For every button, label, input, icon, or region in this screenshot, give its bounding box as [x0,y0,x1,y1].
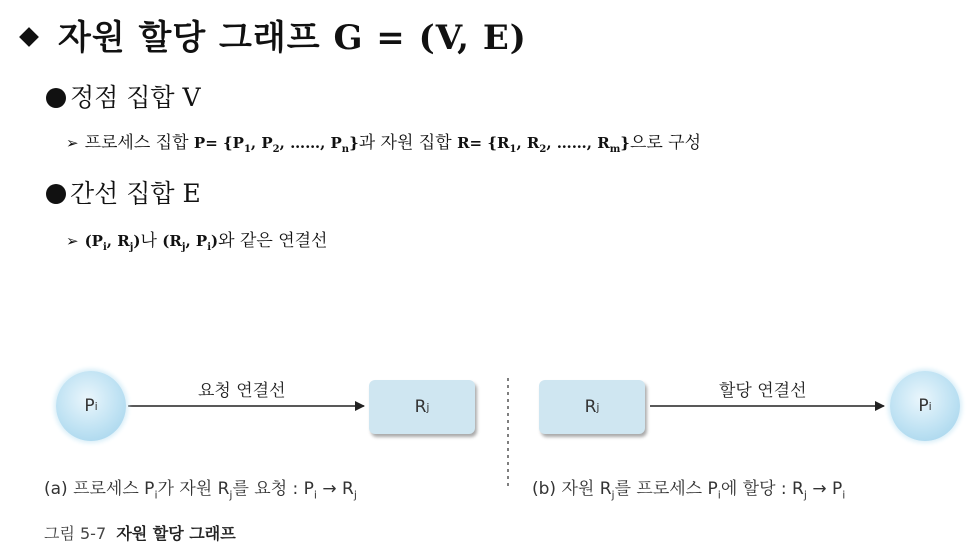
edge-heading-text: 간선 집합 [70,179,175,208]
figure-title: 자원 할당 그래프 [116,524,236,543]
assignment-edge-label: 할당 연결선 [719,381,807,401]
vertex-desc-post: 으로 구성 [629,133,702,153]
process-node-b: P i [890,371,960,441]
resource-node-b: R j [539,380,645,434]
edge-pair-1: ($P_i$, $R_j$) [84,232,141,253]
title-text: 자원 할당 그래프 [58,18,321,58]
vertex-heading-var: V [182,83,201,112]
process-node-a: P i [56,371,126,441]
vertex-desc-mid: 과 자원 집합 [358,133,452,153]
resource-set: $R= \{R_1$, $R_2$, ……, $R_m$} [457,134,630,155]
arrowhead-bullet-icon: ➢ [66,232,79,250]
edge-desc-post: 와 같은 연결선 [218,231,328,251]
edge-pair-2: ($R_j$, $P_i$) [162,232,219,253]
vertex-desc-pre: 프로세스 집합 [84,133,189,153]
arrowhead-bullet-icon: ➢ [66,134,79,152]
figure-number: 그림 5-7 [44,524,107,543]
process-set: $P= \{P_1$, $P_2$, ……, $P_n$} [193,134,359,155]
figure-caption [44,521,236,544]
edge-joiner: 나 [140,231,157,251]
edge-heading-var: E [182,179,201,208]
caption-b: (b) 자원 $R_j$를 프로세스 $P_i$에 할당 : $R_j \to P_i$ [532,479,846,502]
resource-node-a: R j [369,380,475,434]
vertex-heading-text: 정점 집합 [70,83,175,112]
caption-a: (a) 프로세스 $P_i$가 자원 $R_j$를 요청 : $P_i \to R_j$ [44,479,357,502]
title-math: G = (V, E) [333,18,527,58]
request-edge-label: 요청 연결선 [198,381,286,401]
